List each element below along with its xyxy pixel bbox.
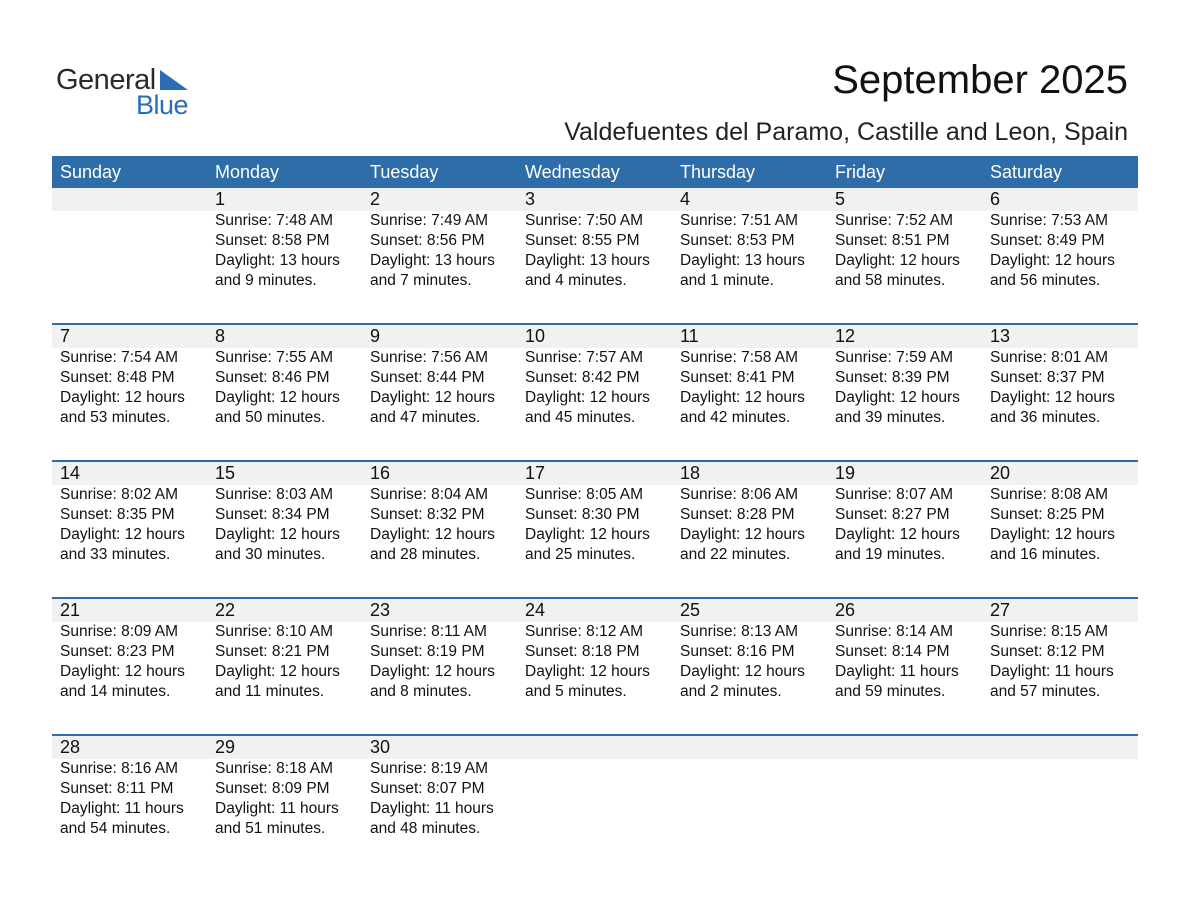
daylight-text: Daylight: 12 hours bbox=[990, 526, 1115, 543]
day-number: 29 bbox=[215, 737, 236, 757]
day-number: 20 bbox=[990, 463, 1011, 483]
week-row bbox=[52, 736, 1138, 871]
sunset-text: Sunset: 8:27 PM bbox=[835, 506, 950, 523]
day-cell bbox=[52, 325, 207, 428]
daylight-text: Daylight: 12 hours bbox=[835, 389, 960, 406]
week-row bbox=[52, 462, 1138, 597]
day-number: 16 bbox=[370, 463, 391, 483]
daylight-text: Daylight: 12 hours bbox=[680, 526, 805, 543]
sunrise-text: Sunrise: 8:06 AM bbox=[680, 486, 799, 503]
daylight-minutes-text: and 58 minutes. bbox=[835, 272, 946, 289]
sunset-text: Sunset: 8:37 PM bbox=[990, 369, 1105, 386]
day-cell bbox=[362, 736, 517, 839]
sunset-text: Sunset: 8:07 PM bbox=[370, 780, 485, 797]
daylight-minutes-text: and 14 minutes. bbox=[60, 683, 171, 700]
daylight-text: Daylight: 12 hours bbox=[680, 389, 805, 406]
blue-triangle-icon bbox=[158, 68, 190, 92]
sunrise-text: Sunrise: 7:58 AM bbox=[680, 349, 799, 366]
sunset-text: Sunset: 8:44 PM bbox=[370, 369, 485, 386]
daylight-minutes-text: and 33 minutes. bbox=[60, 546, 171, 563]
day-number: 18 bbox=[680, 463, 701, 483]
sunset-text: Sunset: 8:56 PM bbox=[370, 232, 485, 249]
day-cell bbox=[827, 736, 982, 839]
day-cell bbox=[52, 462, 207, 565]
day-cell bbox=[982, 188, 1137, 291]
day-cell bbox=[52, 599, 207, 702]
day-number: 28 bbox=[60, 737, 81, 757]
sunset-text: Sunset: 8:58 PM bbox=[215, 232, 330, 249]
daylight-text: Daylight: 12 hours bbox=[990, 252, 1115, 269]
day-number: 6 bbox=[990, 189, 1001, 209]
daylight-minutes-text: and 42 minutes. bbox=[680, 409, 791, 426]
sunrise-text: Sunrise: 8:11 AM bbox=[370, 623, 487, 640]
day-cell bbox=[207, 599, 362, 702]
day-number: 24 bbox=[525, 600, 546, 620]
daylight-minutes-text: and 22 minutes. bbox=[680, 546, 791, 563]
daylight-text: Daylight: 11 hours bbox=[60, 800, 184, 817]
day-number bbox=[680, 736, 827, 759]
day-cell bbox=[52, 188, 207, 291]
sunrise-text: Sunrise: 8:02 AM bbox=[60, 486, 179, 503]
daylight-text: Daylight: 12 hours bbox=[680, 663, 805, 680]
sunrise-text: Sunrise: 7:57 AM bbox=[525, 349, 644, 366]
week-days bbox=[52, 599, 1138, 702]
sunset-text: Sunset: 8:14 PM bbox=[835, 643, 950, 660]
weekday-monday: Monday bbox=[215, 162, 280, 182]
sunrise-text: Sunrise: 8:15 AM bbox=[990, 623, 1109, 640]
day-cell bbox=[517, 736, 672, 839]
daylight-text: Daylight: 13 hours bbox=[680, 252, 805, 269]
sunrise-text: Sunrise: 7:49 AM bbox=[370, 212, 489, 229]
weekday-friday: Friday bbox=[835, 162, 886, 182]
daylight-text: Daylight: 12 hours bbox=[990, 389, 1115, 406]
daylight-minutes-text: and 56 minutes. bbox=[990, 272, 1101, 289]
daylight-text: Daylight: 12 hours bbox=[60, 389, 185, 406]
sunset-text: Sunset: 8:42 PM bbox=[525, 369, 640, 386]
sunset-text: Sunset: 8:19 PM bbox=[370, 643, 485, 660]
day-cell bbox=[362, 325, 517, 428]
sunrise-text: Sunrise: 8:10 AM bbox=[215, 623, 334, 640]
sunset-text: Sunset: 8:12 PM bbox=[990, 643, 1105, 660]
daylight-text: Daylight: 12 hours bbox=[60, 663, 185, 680]
day-number bbox=[990, 736, 1137, 759]
day-cell bbox=[982, 325, 1137, 428]
daylight-minutes-text: and 5 minutes. bbox=[525, 683, 627, 700]
day-number: 10 bbox=[525, 326, 546, 346]
sunrise-text: Sunrise: 7:55 AM bbox=[215, 349, 334, 366]
day-cell bbox=[827, 462, 982, 565]
daylight-text: Daylight: 11 hours bbox=[835, 663, 959, 680]
daylight-minutes-text: and 25 minutes. bbox=[525, 546, 636, 563]
day-cell bbox=[672, 462, 827, 565]
daylight-minutes-text: and 47 minutes. bbox=[370, 409, 481, 426]
daylight-minutes-text: and 8 minutes. bbox=[370, 683, 472, 700]
day-number: 23 bbox=[370, 600, 391, 620]
daylight-text: Daylight: 11 hours bbox=[215, 800, 339, 817]
daylight-minutes-text: and 11 minutes. bbox=[215, 683, 325, 700]
daylight-text: Daylight: 12 hours bbox=[370, 663, 495, 680]
daylight-text: Daylight: 13 hours bbox=[370, 252, 495, 269]
day-number: 25 bbox=[680, 600, 701, 620]
day-cell bbox=[207, 736, 362, 839]
week-row bbox=[52, 188, 1138, 323]
day-cell bbox=[517, 325, 672, 428]
sunrise-text: Sunrise: 7:54 AM bbox=[60, 349, 179, 366]
daylight-text: Daylight: 12 hours bbox=[215, 389, 340, 406]
day-cell bbox=[827, 188, 982, 291]
day-number: 30 bbox=[370, 737, 391, 757]
daylight-text: Daylight: 12 hours bbox=[215, 526, 340, 543]
sunrise-text: Sunrise: 7:48 AM bbox=[215, 212, 334, 229]
day-number: 27 bbox=[990, 600, 1011, 620]
calendar bbox=[52, 156, 1138, 871]
daylight-minutes-text: and 39 minutes. bbox=[835, 409, 946, 426]
sunrise-text: Sunrise: 8:16 AM bbox=[60, 760, 179, 777]
day-number: 13 bbox=[990, 326, 1011, 346]
daylight-text: Daylight: 12 hours bbox=[370, 389, 495, 406]
sunrise-text: Sunrise: 8:13 AM bbox=[680, 623, 799, 640]
sunrise-text: Sunrise: 8:19 AM bbox=[370, 760, 489, 777]
daylight-minutes-text: and 59 minutes. bbox=[835, 683, 946, 700]
logo-blue-text: Blue bbox=[136, 90, 189, 120]
sunrise-text: Sunrise: 8:09 AM bbox=[60, 623, 179, 640]
day-cell bbox=[827, 599, 982, 702]
sunset-text: Sunset: 8:16 PM bbox=[680, 643, 795, 660]
day-cell bbox=[517, 462, 672, 565]
daylight-minutes-text: and 30 minutes. bbox=[215, 546, 326, 563]
logo bbox=[56, 64, 206, 120]
daylight-minutes-text: and 51 minutes. bbox=[215, 820, 326, 837]
day-cell bbox=[982, 462, 1137, 565]
day-cell bbox=[672, 599, 827, 702]
sunrise-text: Sunrise: 7:52 AM bbox=[835, 212, 954, 229]
day-number: 17 bbox=[525, 463, 546, 483]
day-number bbox=[835, 736, 982, 759]
week-days bbox=[52, 736, 1138, 839]
daylight-minutes-text: and 1 minute. bbox=[680, 272, 774, 289]
page-title: September 2025 bbox=[832, 58, 1128, 102]
daylight-minutes-text: and 45 minutes. bbox=[525, 409, 636, 426]
daylight-minutes-text: and 48 minutes. bbox=[370, 820, 481, 837]
sunset-text: Sunset: 8:21 PM bbox=[215, 643, 330, 660]
daylight-minutes-text: and 19 minutes. bbox=[835, 546, 946, 563]
daylight-text: Daylight: 12 hours bbox=[835, 252, 960, 269]
day-cell bbox=[362, 188, 517, 291]
sunrise-text: Sunrise: 8:08 AM bbox=[990, 486, 1109, 503]
day-number: 8 bbox=[215, 326, 226, 346]
week-row bbox=[52, 599, 1138, 734]
day-number: 12 bbox=[835, 326, 856, 346]
day-cell bbox=[982, 736, 1137, 839]
sunset-text: Sunset: 8:51 PM bbox=[835, 232, 950, 249]
sunset-text: Sunset: 8:35 PM bbox=[60, 506, 175, 523]
sunset-text: Sunset: 8:32 PM bbox=[370, 506, 485, 523]
sunrise-text: Sunrise: 7:53 AM bbox=[990, 212, 1109, 229]
sunrise-text: Sunrise: 8:14 AM bbox=[835, 623, 954, 640]
daylight-minutes-text: and 2 minutes. bbox=[680, 683, 782, 700]
day-number: 5 bbox=[835, 189, 846, 209]
sunrise-text: Sunrise: 8:04 AM bbox=[370, 486, 489, 503]
sunrise-text: Sunrise: 8:05 AM bbox=[525, 486, 644, 503]
day-cell bbox=[672, 325, 827, 428]
daylight-text: Daylight: 13 hours bbox=[525, 252, 650, 269]
week-days bbox=[52, 325, 1138, 428]
daylight-minutes-text: and 4 minutes. bbox=[525, 272, 627, 289]
day-cell bbox=[52, 736, 207, 839]
day-cell bbox=[827, 325, 982, 428]
daylight-minutes-text: and 57 minutes. bbox=[990, 683, 1101, 700]
daylight-text: Daylight: 12 hours bbox=[525, 389, 650, 406]
daylight-text: Daylight: 13 hours bbox=[215, 252, 340, 269]
day-number: 3 bbox=[525, 189, 536, 209]
daylight-minutes-text: and 16 minutes. bbox=[990, 546, 1101, 563]
daylight-text: Daylight: 12 hours bbox=[835, 526, 960, 543]
sunset-text: Sunset: 8:46 PM bbox=[215, 369, 330, 386]
day-number: 1 bbox=[215, 189, 226, 209]
day-number: 22 bbox=[215, 600, 236, 620]
daylight-text: Daylight: 11 hours bbox=[990, 663, 1114, 680]
day-cell bbox=[362, 599, 517, 702]
day-number: 19 bbox=[835, 463, 856, 483]
daylight-text: Daylight: 12 hours bbox=[525, 663, 650, 680]
day-number: 11 bbox=[680, 326, 699, 346]
weekday-wednesday: Wednesday bbox=[525, 162, 620, 182]
sunrise-text: Sunrise: 7:50 AM bbox=[525, 212, 644, 229]
day-number bbox=[60, 188, 207, 211]
day-cell bbox=[982, 599, 1137, 702]
sunset-text: Sunset: 8:28 PM bbox=[680, 506, 795, 523]
day-number bbox=[525, 736, 672, 759]
day-number: 4 bbox=[680, 189, 691, 209]
day-number: 9 bbox=[370, 326, 381, 346]
day-cell bbox=[362, 462, 517, 565]
day-number: 2 bbox=[370, 189, 381, 209]
weekday-sunday: Sunday bbox=[60, 162, 122, 182]
sunset-text: Sunset: 8:30 PM bbox=[525, 506, 640, 523]
daylight-text: Daylight: 12 hours bbox=[525, 526, 650, 543]
daylight-minutes-text: and 9 minutes. bbox=[215, 272, 317, 289]
sunset-text: Sunset: 8:34 PM bbox=[215, 506, 330, 523]
logo-general-text: General bbox=[56, 64, 156, 96]
sunrise-text: Sunrise: 8:07 AM bbox=[835, 486, 954, 503]
day-number: 15 bbox=[215, 463, 236, 483]
daylight-text: Daylight: 11 hours bbox=[370, 800, 494, 817]
day-cell bbox=[517, 599, 672, 702]
weekday-tuesday: Tuesday bbox=[370, 162, 439, 182]
day-cell bbox=[207, 188, 362, 291]
sunset-text: Sunset: 8:53 PM bbox=[680, 232, 795, 249]
week-days bbox=[52, 188, 1138, 291]
sunrise-text: Sunrise: 7:51 AM bbox=[680, 212, 799, 229]
week-row bbox=[52, 325, 1138, 460]
daylight-minutes-text: and 36 minutes. bbox=[990, 409, 1101, 426]
sunset-text: Sunset: 8:18 PM bbox=[525, 643, 640, 660]
daylight-minutes-text: and 7 minutes. bbox=[370, 272, 472, 289]
daylight-text: Daylight: 12 hours bbox=[215, 663, 340, 680]
sunset-text: Sunset: 8:55 PM bbox=[525, 232, 640, 249]
weekday-saturday: Saturday bbox=[990, 162, 1063, 182]
sunset-text: Sunset: 8:49 PM bbox=[990, 232, 1105, 249]
sunset-text: Sunset: 8:41 PM bbox=[680, 369, 795, 386]
week-days bbox=[52, 462, 1138, 565]
daylight-text: Daylight: 12 hours bbox=[60, 526, 185, 543]
daylight-minutes-text: and 54 minutes. bbox=[60, 820, 171, 837]
calendar-weeks bbox=[52, 188, 1138, 871]
day-number: 26 bbox=[835, 600, 856, 620]
day-cell bbox=[672, 188, 827, 291]
sunset-text: Sunset: 8:25 PM bbox=[990, 506, 1105, 523]
sunrise-text: Sunrise: 7:56 AM bbox=[370, 349, 489, 366]
sunset-text: Sunset: 8:11 PM bbox=[60, 780, 174, 797]
sunset-text: Sunset: 8:09 PM bbox=[215, 780, 330, 797]
location-subtitle: Valdefuentes del Paramo, Castille and Leon, Spain bbox=[564, 118, 1128, 146]
sunset-text: Sunset: 8:48 PM bbox=[60, 369, 175, 386]
day-cell bbox=[672, 736, 827, 839]
sunrise-text: Sunrise: 7:59 AM bbox=[835, 349, 954, 366]
sunrise-text: Sunrise: 8:18 AM bbox=[215, 760, 334, 777]
sunrise-text: Sunrise: 8:03 AM bbox=[215, 486, 334, 503]
daylight-minutes-text: and 28 minutes. bbox=[370, 546, 481, 563]
day-cell bbox=[517, 188, 672, 291]
sunrise-text: Sunrise: 8:01 AM bbox=[990, 349, 1109, 366]
day-number: 7 bbox=[60, 326, 71, 346]
weekday-thursday: Thursday bbox=[680, 162, 756, 182]
daylight-minutes-text: and 53 minutes. bbox=[60, 409, 171, 426]
daylight-minutes-text: and 50 minutes. bbox=[215, 409, 326, 426]
daylight-text: Daylight: 12 hours bbox=[370, 526, 495, 543]
day-number: 14 bbox=[60, 463, 81, 483]
sunset-text: Sunset: 8:39 PM bbox=[835, 369, 950, 386]
day-cell bbox=[207, 325, 362, 428]
weekday-header bbox=[52, 156, 1138, 188]
sunset-text: Sunset: 8:23 PM bbox=[60, 643, 175, 660]
day-cell bbox=[207, 462, 362, 565]
day-number: 21 bbox=[60, 600, 81, 620]
sunrise-text: Sunrise: 8:12 AM bbox=[525, 623, 644, 640]
